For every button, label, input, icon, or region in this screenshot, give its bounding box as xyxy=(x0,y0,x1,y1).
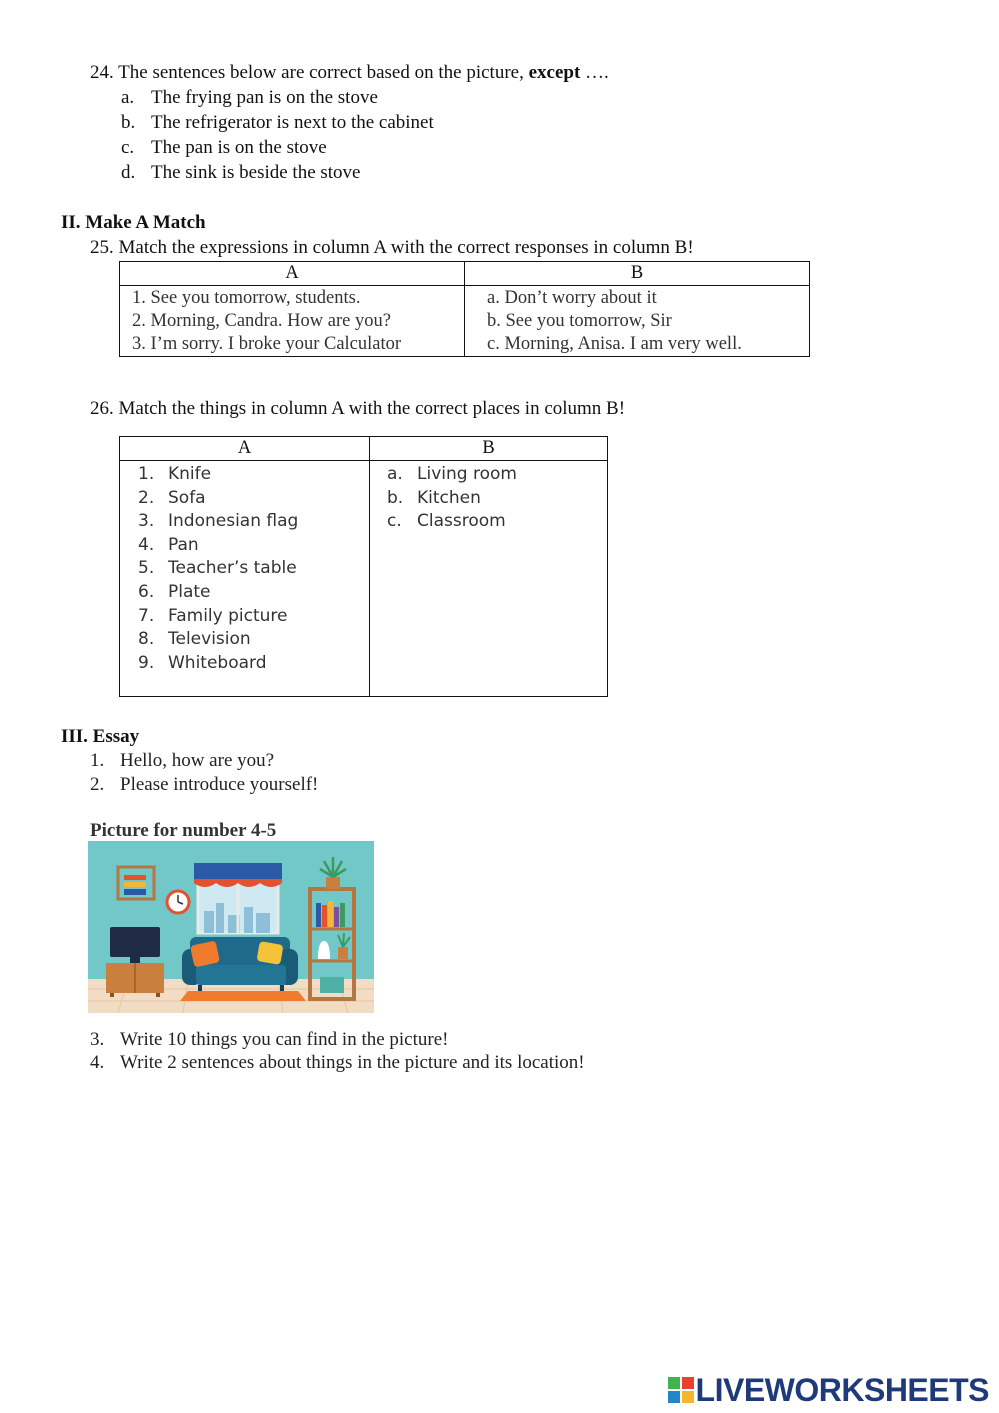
q26-a-item: 4. Pan xyxy=(138,534,199,555)
q26-a-item: 1. Knife xyxy=(138,464,212,484)
q26-a-item: 3. Indonesian flag xyxy=(138,511,299,532)
q24-option-d: d. The sink is beside the stove xyxy=(121,162,361,183)
q25-stem: 25. Match the expressions in column A with the correct responses in column B! xyxy=(90,237,694,258)
q25-b-item: b. See you tomorrow, Sir xyxy=(487,311,672,331)
q26-a-item: 2. Sofa xyxy=(138,487,206,508)
essay-item-2: 2. Please introduce yourself! xyxy=(90,774,319,795)
q26-b-item: b. Kitchen xyxy=(387,487,481,508)
plant-pot xyxy=(326,877,340,889)
q26-col-a xyxy=(120,461,370,697)
q26-col-b xyxy=(370,461,608,697)
q24-option-c: c. The pan is on the stove xyxy=(121,137,327,158)
essay-item-1: 1. Hello, how are you? xyxy=(90,750,275,771)
q25-a-item: 3. I’m sorry. I broke your Calculator xyxy=(132,334,402,354)
q26-header-a: A xyxy=(120,437,370,461)
q25-col-b xyxy=(465,286,810,357)
q24-stem: 24. The sentences below are correct based on the picture, except …. xyxy=(90,62,609,83)
television xyxy=(110,927,160,957)
q26-b-item: c. Classroom xyxy=(387,511,506,532)
q24-option-b: b. The refrigerator is next to the cabinet xyxy=(121,112,434,133)
living-room-picture xyxy=(88,841,374,1013)
picture-caption: Picture for number 4-5 xyxy=(90,820,277,841)
q26-b-item: a. Living room xyxy=(387,464,517,484)
q25-a-item: 1. See you tomorrow, students. xyxy=(132,288,361,308)
liveworksheets-logo-icon xyxy=(668,1377,694,1405)
q26-a-item: 5. Teacher’s table xyxy=(138,558,297,579)
q24-option-a: a. The frying pan is on the stove xyxy=(121,87,378,108)
section3-title: III. Essay xyxy=(61,726,140,747)
q25-col-a xyxy=(120,286,465,357)
q25-header-a: A xyxy=(120,262,465,286)
q25-table xyxy=(119,261,810,357)
q26-table xyxy=(119,436,608,697)
q25-b-item: a. Don’t worry about it xyxy=(487,288,657,308)
section2-title: II. Make A Match xyxy=(61,212,206,233)
rug xyxy=(180,991,306,1001)
q25-b-item: c. Morning, Anisa. I am very well. xyxy=(487,334,742,354)
q25-a-item: 2. Morning, Candra. How are you? xyxy=(132,311,391,331)
q26-stem: 26. Match the things in column A with the correct places in column B! xyxy=(90,398,626,419)
q26-header-b: B xyxy=(370,437,608,461)
q26-a-item: 9. Whiteboard xyxy=(138,652,267,673)
q25-header-b: B xyxy=(465,262,810,286)
q26-a-item: 6. Plate xyxy=(138,581,211,602)
essay-item-4: 4. Write 2 sentences about things in the picture and its location! xyxy=(90,1052,585,1073)
liveworksheets-logo: LIVEWORKSHEETS xyxy=(668,1372,989,1409)
essay-item-3: 3. Write 10 things you can find in the picture! xyxy=(90,1029,449,1050)
q26-a-item: 8. Television xyxy=(138,629,251,650)
q26-a-item: 7. Family picture xyxy=(138,605,288,626)
